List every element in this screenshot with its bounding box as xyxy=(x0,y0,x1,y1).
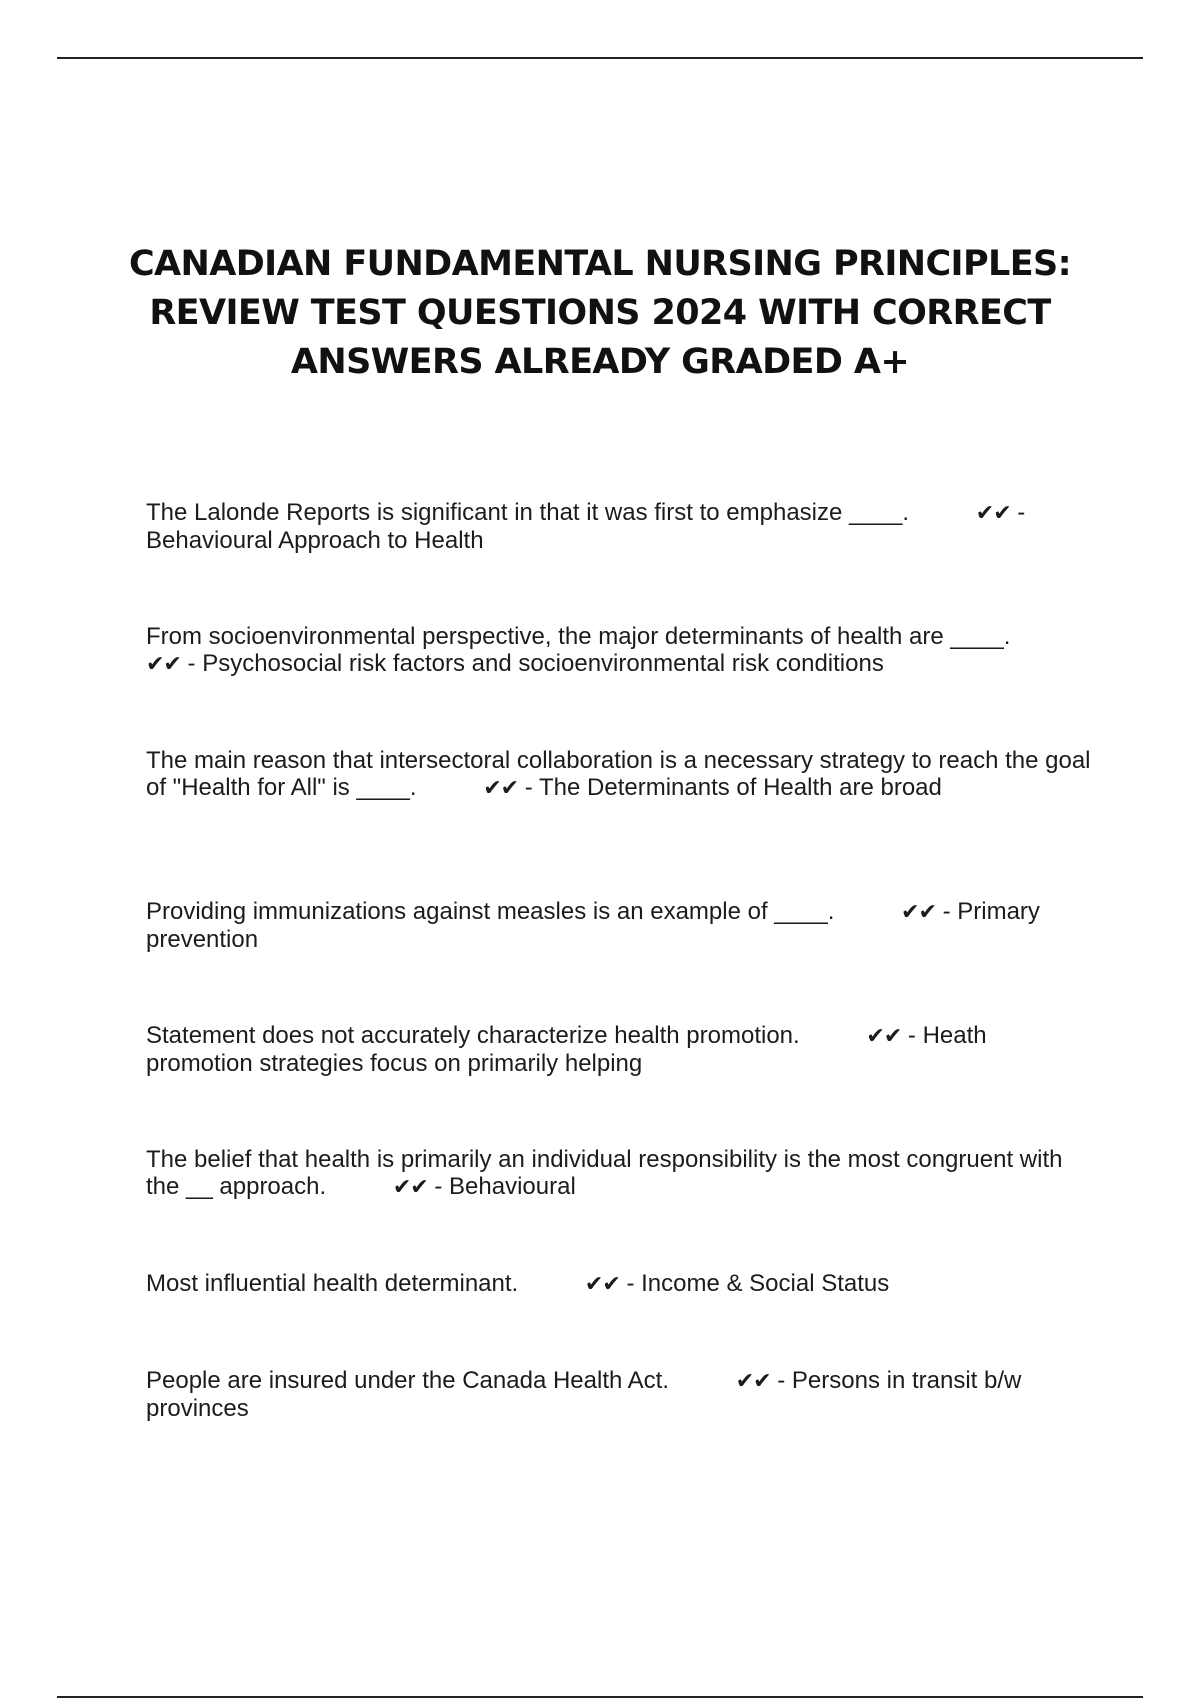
question-text: Statement does not accurately characterize health promotion. xyxy=(146,1022,800,1049)
qa-item: Most influential health determinant. ✔✔ - Income & Social Status xyxy=(146,1270,890,1297)
qa-item: The belief that health is primarily an individual responsibility is the most congruent with the __ approach. ✔✔ - Behavioural xyxy=(146,1146,1070,1200)
question-text: From socioenvironmental perspective, the major determinants of health are ____. xyxy=(146,623,1011,650)
qa-item: Providing immunizations against measles is an example of ____. ✔✔ - Primary prevention xyxy=(146,898,1047,953)
title-line: REVIEW TEST QUESTIONS 2024 WITH CORRECT xyxy=(149,293,1051,333)
qa-item: The Lalonde Reports is significant in that it was first to emphasize ____. ✔✔ - Behavioural Approach to Health xyxy=(146,499,1032,554)
question-text: Providing immunizations against measles is an example of ____. xyxy=(146,898,835,925)
check-mark-icon: ✔✔ xyxy=(584,1272,620,1297)
answer-text: Income & Social Status xyxy=(641,1270,890,1297)
check-mark-icon: ✔✔ xyxy=(901,900,936,925)
title-line: CANADIAN FUNDAMENTAL NURSING PRINCIPLES: xyxy=(128,244,1072,284)
check-mark-icon: ✔✔ xyxy=(483,776,519,801)
answer-text: Psychosocial risk factors and socioenvironmental risk conditions xyxy=(202,650,884,677)
answer-text: Heath promotion strategies focus on primarily helping xyxy=(146,1022,994,1077)
check-mark-icon: ✔✔ xyxy=(975,501,1011,526)
question-text: The main reason that intersectoral collaboration is a necessary strategy to reach the goal of "Health for All" is ____. xyxy=(146,747,1098,801)
answer-text: Persons in transit b/w provinces xyxy=(146,1367,1029,1422)
qa-list xyxy=(146,499,1096,1427)
question-text: People are insured under the Canada Health Act. xyxy=(146,1367,670,1394)
answer-text: The Determinants of Health are broad xyxy=(538,774,942,801)
question-text: The Lalonde Reports is significant in that it was first to emphasize ____. xyxy=(146,499,910,526)
qa-item: From socioenvironmental perspective, the major determinants of health are ____. ✔✔ - Psychosocial risk factors and socioenvironmental risk conditions xyxy=(146,623,1011,677)
answer-text: Behavioural xyxy=(449,1173,576,1200)
qa-item: The main reason that intersectoral collaboration is a necessary strategy to reach the goal of "Health for All" is ____. ✔✔ - The Determinants of Health are broad xyxy=(146,747,1098,801)
bottom-rule xyxy=(57,1696,1143,1698)
qa-item: People are insured under the Canada Health Act. ✔✔ - Persons in transit b/w provinces xyxy=(146,1367,1029,1422)
check-mark-icon: ✔✔ xyxy=(392,1175,428,1200)
title-line: ANSWERS ALREADY GRADED A+ xyxy=(290,342,910,382)
answer-text: Behavioural Approach to Health xyxy=(146,527,484,554)
qa-item: Statement does not accurately characterize health promotion. ✔✔ - Heath promotion strategies focus on primarily helping xyxy=(146,1022,994,1077)
check-mark-icon: ✔✔ xyxy=(866,1024,902,1049)
question-text: The belief that health is primarily an individual responsibility is the most congruent with the __ approach. xyxy=(146,1146,1070,1200)
check-mark-icon: ✔✔ xyxy=(735,1369,771,1394)
answer-text: Primary prevention xyxy=(146,898,1047,953)
check-mark-icon: ✔✔ xyxy=(146,652,181,677)
document-title xyxy=(120,240,1080,387)
question-text: Most influential health determinant. xyxy=(146,1270,519,1297)
top-rule xyxy=(57,57,1143,59)
